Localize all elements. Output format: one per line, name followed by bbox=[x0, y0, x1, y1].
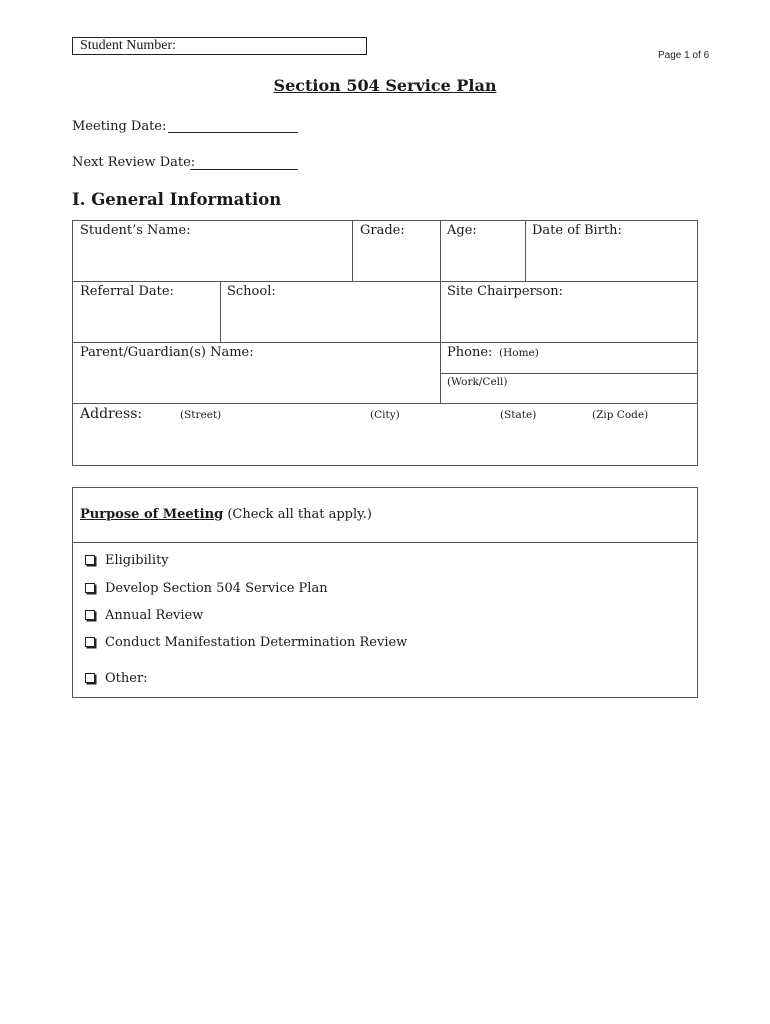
student-number-label: Student Number: bbox=[80, 38, 177, 53]
address-street-label: (Street) bbox=[180, 409, 222, 421]
purpose-divider bbox=[72, 542, 698, 543]
student-number-field[interactable] bbox=[72, 37, 367, 55]
site-chairperson-label: Site Chairperson: bbox=[447, 284, 564, 299]
table-border bbox=[72, 220, 698, 466]
address-state-label: (State) bbox=[500, 409, 537, 421]
col-divider bbox=[352, 220, 353, 281]
referral-date-label: Referral Date: bbox=[80, 284, 174, 299]
option-label: Eligibility bbox=[105, 553, 169, 568]
option-label: Other: bbox=[105, 671, 148, 686]
phone-label: Phone: bbox=[447, 345, 493, 360]
row-divider bbox=[72, 342, 698, 343]
phone-work-label: (Work/Cell) bbox=[447, 376, 508, 388]
option-label: Develop Section 504 Service Plan bbox=[105, 581, 328, 596]
next-review-date-label: Next Review Date: bbox=[72, 155, 196, 170]
checkbox-icon[interactable] bbox=[85, 583, 95, 593]
option-develop-plan[interactable] bbox=[85, 581, 328, 596]
school-label: School: bbox=[227, 284, 276, 299]
row-divider bbox=[72, 281, 698, 282]
address-zip-label: (Zip Code) bbox=[592, 409, 649, 421]
purpose-title-text: Purpose of Meeting bbox=[80, 507, 224, 522]
col-divider bbox=[525, 220, 526, 281]
address-label: Address: bbox=[80, 406, 143, 422]
option-annual-review[interactable] bbox=[85, 608, 203, 623]
phone-home-label: (Home) bbox=[499, 347, 539, 359]
page-number: Page 1 of 6 bbox=[658, 50, 710, 61]
address-city-label: (City) bbox=[370, 409, 400, 421]
age-label: Age: bbox=[447, 223, 477, 238]
dob-label: Date of Birth: bbox=[532, 223, 622, 238]
checkbox-icon[interactable] bbox=[85, 555, 95, 565]
next-review-date-field[interactable] bbox=[190, 169, 298, 170]
checkbox-icon[interactable] bbox=[85, 637, 95, 647]
col-divider bbox=[440, 342, 441, 403]
grade-label: Grade: bbox=[360, 223, 405, 238]
section-heading: I. General Information bbox=[72, 190, 282, 209]
checkbox-icon[interactable] bbox=[85, 610, 95, 620]
col-divider bbox=[440, 281, 441, 342]
checkbox-icon[interactable] bbox=[85, 673, 95, 683]
option-label: Annual Review bbox=[105, 608, 204, 623]
option-label: Conduct Manifestation Determination Review bbox=[105, 635, 408, 650]
option-manifestation-review[interactable] bbox=[85, 635, 407, 650]
parent-guardian-label: Parent/Guardian(s) Name: bbox=[80, 345, 254, 360]
purpose-instruction: (Check all that apply.) bbox=[227, 507, 372, 522]
option-eligibility[interactable] bbox=[85, 553, 169, 568]
document-title: Section 504 Service Plan bbox=[273, 76, 497, 95]
meeting-date-label: Meeting Date: bbox=[72, 119, 167, 134]
col-divider bbox=[440, 220, 441, 281]
purpose-title bbox=[80, 507, 372, 522]
row-divider bbox=[72, 403, 698, 404]
meeting-date-field[interactable] bbox=[168, 132, 298, 133]
phone-divider bbox=[440, 373, 698, 374]
col-divider bbox=[220, 281, 221, 342]
student-name-label: Student’s Name: bbox=[80, 223, 191, 238]
option-other[interactable] bbox=[85, 671, 148, 686]
